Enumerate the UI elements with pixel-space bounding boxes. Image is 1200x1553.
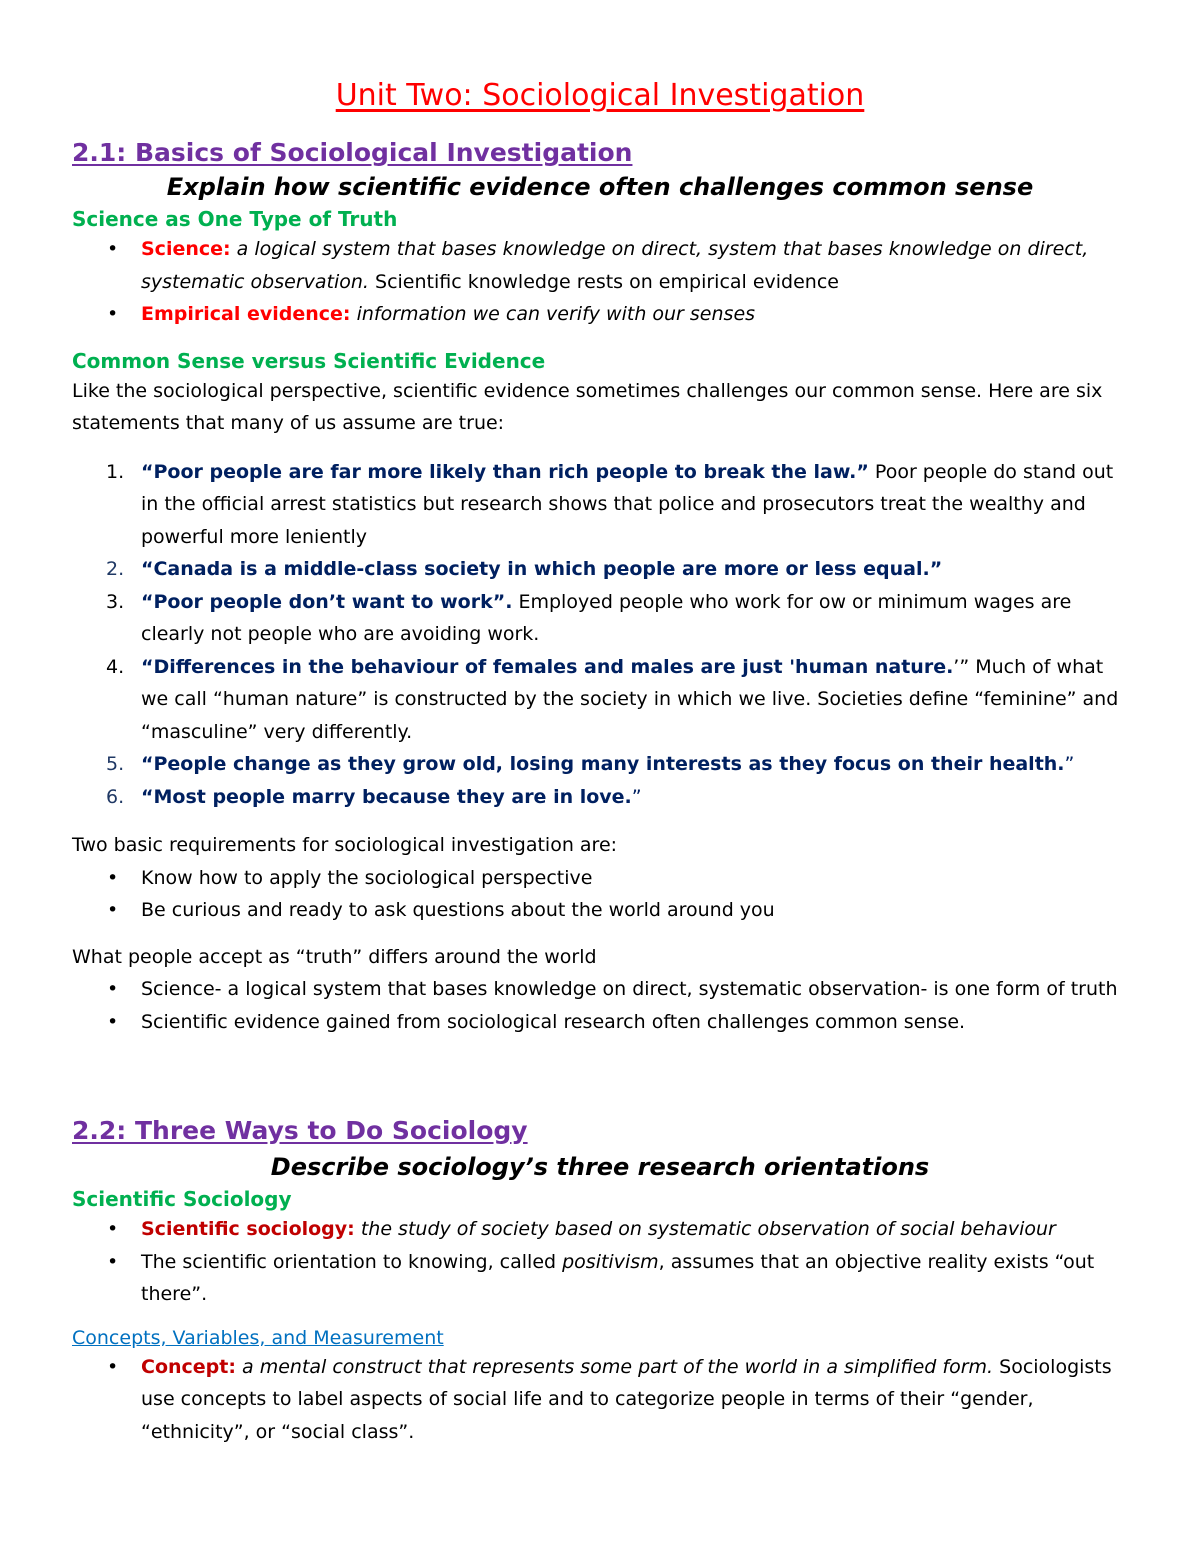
bullet-icon: • [107,1355,119,1378]
definition-tail: Scientific knowledge rests on empirical evidence [368,270,839,293]
bullet-icon: • [107,1010,119,1033]
definition-text: the study of society based on systematic observation of social behaviour [360,1218,1056,1240]
subheading-concepts-link: Concepts, Variables, and Measurement [72,1326,444,1349]
bullet-icon: • [107,303,119,325]
list-item [72,1213,1128,1246]
statement-quote: “Poor people don’t want to work”. [141,590,513,613]
statement-text: Employed people who work for ow or minimum wages are clearly not people who are avoiding work. [141,590,1072,645]
statement-quote: “Poor people are far more likely than rich people to break the law.” [141,460,869,483]
list-item [72,233,1128,298]
statement-quote: “Canada is a middle-class society in which people are more or less equal.” [141,558,943,580]
section-heading-2-2: 2.2: Three Ways to Do Sociology [72,1116,528,1145]
list-item-text: Know how to apply the sociological perspective [141,866,593,889]
term-label: Empirical evidence: [141,303,351,325]
positivism-pre: The scientific orientation to knowing, called [141,1250,563,1273]
positivism-word: positivism [562,1250,659,1273]
list-item [72,894,1128,927]
requirements-list [72,862,1128,927]
list-item [72,973,1128,1006]
item-number: 1. [106,460,125,483]
statement-quote: “Differences in the behaviour of females and males are just 'human nature. [141,655,954,678]
list-item [72,651,1128,749]
section-2-2 [72,1116,1128,1448]
statement-text: ” [1064,753,1075,775]
intro-paragraph: Like the sociological perspective, scientific evidence sometimes challenges our common sense. Here are six statements that many of us assume are true: [72,379,1103,434]
list-item [72,1351,1128,1449]
item-number: 4. [106,655,125,678]
statement-text: ” [631,785,642,808]
subheading-scientific-sociology: Scientific Sociology [72,1187,292,1211]
statement-text: ’” Much of what we call “human nature” is constructed by the society in which we live. Societies define “feminine” and “masculine” very differently. [141,655,1119,743]
list-item-text: Science- a logical system that bases knowledge on direct, systematic observation- is one form of truth [141,978,1118,1000]
statement-text: Poor people do stand out in the official arrest statistics but research shows that police and prosecutors treat the wealthy and powerful more leniently [141,460,1114,548]
scientific-list [72,1213,1128,1311]
requirements-intro: Two basic requirements for sociological investigation are: [72,834,618,856]
term-label: Scientific sociology: [141,1218,355,1240]
list-item [72,586,1128,651]
list-item [72,862,1128,895]
item-number: 5. [106,753,125,775]
item-number: 2. [106,558,125,580]
subheading-common-sense: Common Sense versus Scientific Evidence [72,348,546,373]
statement-quote: “Most people marry because they are in love. [141,785,632,808]
bullet-icon: • [107,238,119,260]
section-heading-2-1: 2.1: Basics of Sociological Investigation [72,138,633,167]
list-item-text: Be curious and ready to ask questions about the world around you [141,899,775,921]
definition-text: a mental construct that represents some part of the world in a simplified form. [242,1355,994,1378]
statement-quote: “People change as they grow old, losing many interests as they focus on their health. [141,753,1065,775]
item-number: 3. [106,590,125,613]
definition-tail: Sociologists use concepts to label aspects of social life and to categorize people in terms of their “gender, “ethnicity”, or “social class”. [141,1355,1112,1443]
term-label: Science: [141,238,231,260]
list-item [72,553,1128,586]
page-title: Unit Two: Sociological Investigation [335,78,865,113]
term-label: Concept: [141,1355,236,1378]
truth-list [72,973,1128,1038]
list-item [72,1006,1128,1039]
definitions-list [72,233,1128,331]
item-number: 6. [106,785,125,808]
definition-text: information we can verify with our senses [356,303,756,325]
bullet-icon: • [107,866,119,889]
list-item [72,748,1128,781]
bullet-icon: • [107,899,119,921]
bullet-icon: • [107,978,119,1000]
objective-2-1: Explain how scientific evidence often challenges common sense [166,173,1034,201]
bullet-icon: • [107,1250,119,1273]
definition-text: a logical system that bases knowledge on direct, system that bases knowledge on direct, systematic observation. [141,238,1089,293]
list-item-text: Scientific evidence gained from sociological research often challenges common sense. [141,1010,966,1033]
concept-list [72,1351,1128,1449]
subheading-science-truth: Science as One Type of Truth [72,207,398,231]
statements-list [72,456,1128,814]
section-2-1 [72,138,1128,1038]
objective-2-2: Describe sociology’s three research orientations [270,1153,930,1181]
list-item [72,1246,1128,1311]
list-item [72,781,1128,814]
list-item [72,456,1128,554]
list-item [72,298,1128,331]
positivism-post: , assumes that an objective reality exists “out there”. [141,1250,1095,1305]
bullet-icon: • [107,1218,119,1240]
truth-intro: What people accept as “truth” differs around the world [72,945,597,968]
